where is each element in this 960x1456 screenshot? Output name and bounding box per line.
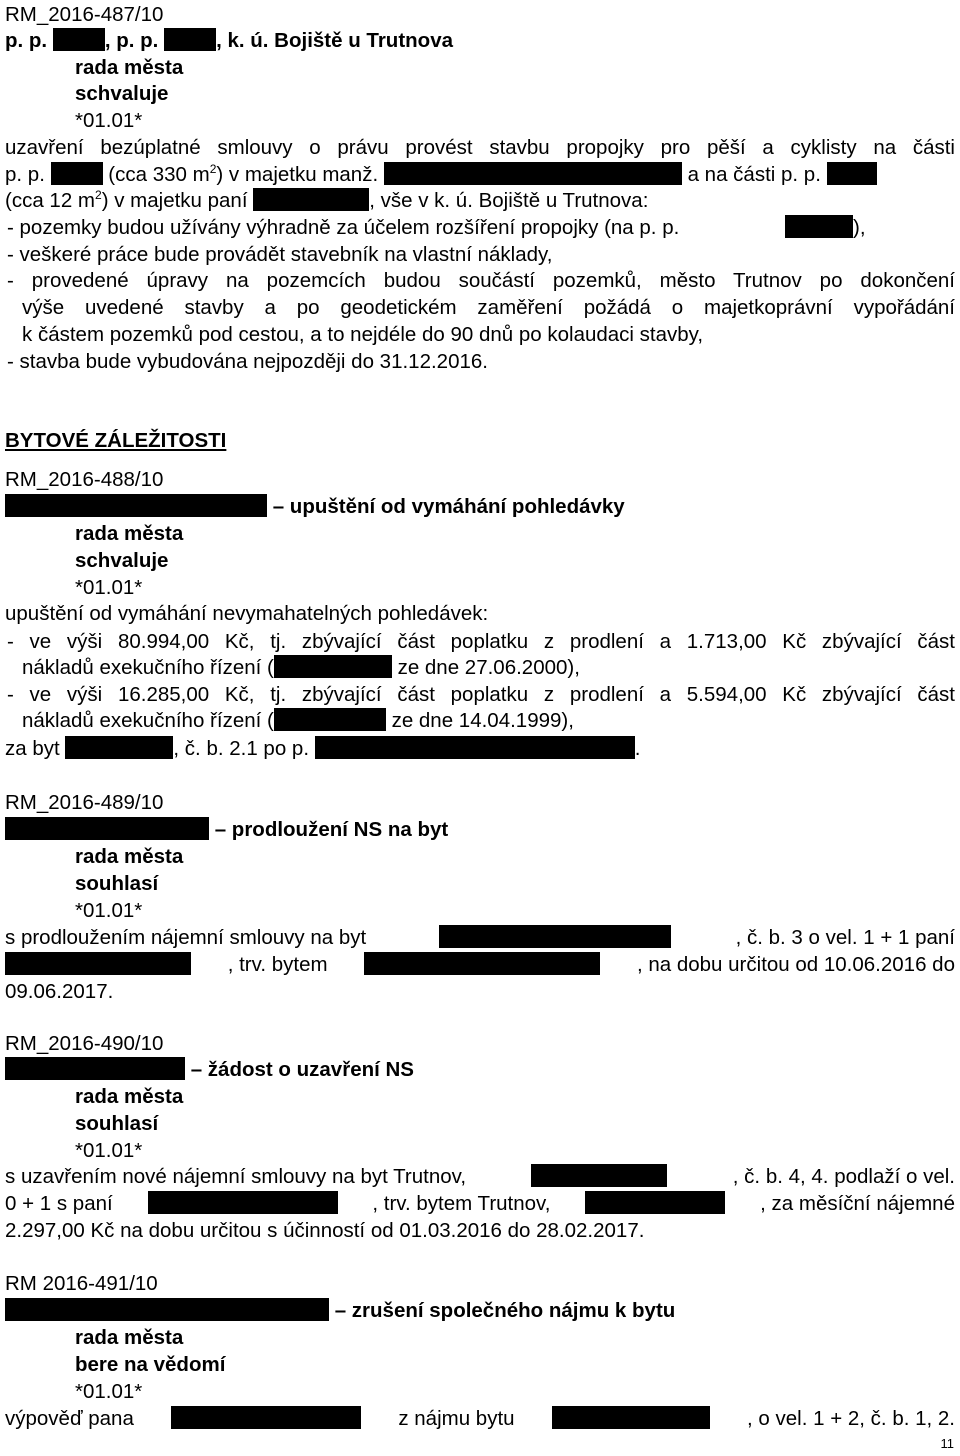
text-part: , vše v k. ú. Bojiště u Trutnova: xyxy=(369,189,649,212)
redaction-box xyxy=(364,952,600,975)
decision-verb: schvaluje xyxy=(75,82,169,105)
text-part: nákladů exekučního řízení ( xyxy=(22,656,274,679)
text-part: ) v majetku paní xyxy=(101,189,248,212)
text-part: ), xyxy=(853,216,866,239)
text-part: ) v majetku manž. xyxy=(216,163,379,186)
text-part: a na části p. p. xyxy=(687,163,821,186)
text-line xyxy=(5,1164,955,1190)
redaction-box xyxy=(384,162,682,185)
decision-verb: schvaluje xyxy=(75,549,169,572)
resolution-heading xyxy=(5,494,955,520)
council-label: rada města xyxy=(75,522,184,545)
redaction-box xyxy=(785,215,853,238)
bullet-item-cont: výše uvedené stavby a po geodetickém zaměření požádá o majetkoprávní vypořádání xyxy=(22,296,955,319)
text-part: 0 + 1 s paní xyxy=(5,1192,113,1215)
text-part: výpověď pana xyxy=(5,1407,134,1430)
text-part: , trv. bytem Trutnov, xyxy=(372,1192,551,1215)
superscript: 2 xyxy=(95,188,102,203)
decision-verb: souhlasí xyxy=(75,872,159,895)
text-line: 2.297,00 Kč na dobu určitou s účinností od 01.03.2016 do 28.02.2017. xyxy=(5,1219,645,1242)
text-part: ze dne 27.06.2000), xyxy=(397,656,580,679)
redaction-box xyxy=(274,655,392,678)
heading-part: p. p. xyxy=(5,29,48,52)
text-line xyxy=(5,1191,955,1217)
text-part: s uzavřením nové nájemní smlouvy na byt Trutnov, xyxy=(5,1165,467,1188)
decision-verb: bere na vědomí xyxy=(75,1353,226,1376)
council-label: rada města xyxy=(75,56,184,79)
redaction-box xyxy=(65,736,173,759)
bullet-item: - pozemky budou užívány výhradně za účelem rozšíření propojky (na p. p. xyxy=(7,216,680,239)
decision-verb: souhlasí xyxy=(75,1112,159,1135)
resolution-id: RM 2016-491/10 xyxy=(5,1272,158,1295)
resolution-heading xyxy=(5,28,955,54)
heading-part: , k. ú. Bojiště u Trutnova xyxy=(216,29,453,52)
bullet-item: - stavba bude vybudována nejpozději do 31.12.2016. xyxy=(7,350,488,373)
redaction-box xyxy=(253,188,369,211)
resolution-code: *01.01* xyxy=(75,576,143,599)
resolution-id: RM_2016-490/10 xyxy=(5,1032,164,1055)
redaction-box xyxy=(531,1164,667,1187)
text-part: (cca 330 m xyxy=(108,163,210,186)
resolution-id: RM_2016-489/10 xyxy=(5,791,164,814)
resolution-id: RM_2016-488/10 xyxy=(5,468,164,491)
resolution-code: *01.01* xyxy=(75,899,143,922)
redaction-box xyxy=(164,28,216,51)
text-line: upuštění od vymáhání nevymahatelných pohledávek: xyxy=(5,602,489,625)
resolution-code: *01.01* xyxy=(75,1380,143,1403)
bullet-item: - ve výši 16.285,00 Kč, tj. zbývající část poplatku z prodlení a 5.594,00 Kč zbývající část xyxy=(7,683,955,706)
text-line xyxy=(5,736,955,762)
council-label: rada města xyxy=(75,845,184,868)
resolution-id: RM_2016-487/10 xyxy=(5,3,164,26)
redaction-box xyxy=(148,1191,338,1214)
resolution-code: *01.01* xyxy=(75,1139,143,1162)
text-part: s prodloužením nájemní smlouvy na byt xyxy=(5,926,367,949)
redaction-box xyxy=(5,952,191,975)
resolution-heading xyxy=(5,817,955,843)
resolution-heading xyxy=(5,1057,955,1083)
redaction-box xyxy=(552,1406,710,1429)
resolution-code: *01.01* xyxy=(75,109,143,132)
redaction-box xyxy=(51,162,103,185)
text-part: , na dobu určitou od 10.06.2016 do xyxy=(636,953,955,976)
redaction-box xyxy=(439,925,671,948)
text-part: ze dne 14.04.1999), xyxy=(391,709,574,732)
section-title: BYTOVÉ ZÁLEŽITOSTI xyxy=(5,429,227,452)
heading-title: – žádost o uzavření NS xyxy=(190,1058,414,1081)
text-part: , č. b. 4, 4. podlaží o vel. xyxy=(732,1165,955,1188)
text-part: nákladů exekučního řízení ( xyxy=(22,709,274,732)
text-part: , trv. bytem xyxy=(227,953,328,976)
redaction-box xyxy=(274,708,386,731)
text-line xyxy=(785,215,955,241)
text-part: , č. b. 3 o vel. 1 + 1 paní xyxy=(735,926,955,949)
text-line xyxy=(5,162,955,188)
heading-part: , p. p. xyxy=(104,29,159,52)
page-number: 11 xyxy=(940,1436,954,1451)
text-part: , za měsíční nájemné xyxy=(760,1192,955,1215)
bullet-item-cont xyxy=(22,655,955,681)
bullet-item-cont: k částem pozemků pod cestou, a to nejdéle do 90 dnů po kolaudaci stavby, xyxy=(22,323,704,346)
redaction-box xyxy=(315,736,635,759)
redaction-box xyxy=(171,1406,361,1429)
text-line xyxy=(5,1406,955,1432)
bullet-item: - veškeré práce bude provádět stavebník na vlastní náklady, xyxy=(7,243,553,266)
resolution-heading xyxy=(5,1298,955,1324)
heading-title: – upuštění od vymáhání pohledávky xyxy=(272,495,625,518)
text-part: z nájmu bytu xyxy=(398,1407,515,1430)
text-line xyxy=(5,952,955,978)
text-line xyxy=(5,188,955,214)
council-label: rada města xyxy=(75,1326,184,1349)
text-line xyxy=(5,925,955,951)
council-label: rada města xyxy=(75,1085,184,1108)
heading-title: – zrušení společného nájmu k bytu xyxy=(334,1299,676,1322)
redaction-box xyxy=(53,28,105,51)
text-part: , č. b. 2.1 po p. xyxy=(173,737,310,760)
bullet-item-cont xyxy=(22,708,955,734)
heading-title: – prodloužení NS na byt xyxy=(214,818,449,841)
redaction-box xyxy=(827,162,877,185)
bullet-item: - ve výši 80.994,00 Kč, tj. zbývající část poplatku z prodlení a 1.713,00 Kč zbývající část xyxy=(7,630,955,653)
text-line: 09.06.2017. xyxy=(5,980,114,1003)
text-part: za byt xyxy=(5,737,60,760)
bullet-item: - provedené úpravy na pozemcích budou součástí pozemků, město Trutnov po dokončení xyxy=(7,269,955,292)
text-part: . xyxy=(634,737,641,760)
redaction-box xyxy=(5,1298,329,1321)
redaction-box xyxy=(5,1057,185,1080)
redaction-box xyxy=(585,1191,725,1214)
text-line: uzavření bezúplatné smlouvy o právu provést stavbu propojky pro pěší a cyklisty na části xyxy=(5,136,955,159)
redaction-box xyxy=(5,494,267,517)
text-part: (cca 12 m xyxy=(5,189,95,212)
text-part: p. p. xyxy=(5,163,45,186)
superscript: 2 xyxy=(209,162,217,177)
text-part: , o vel. 1 + 2, č. b. 1, 2. xyxy=(747,1407,955,1430)
redaction-box xyxy=(5,817,209,840)
